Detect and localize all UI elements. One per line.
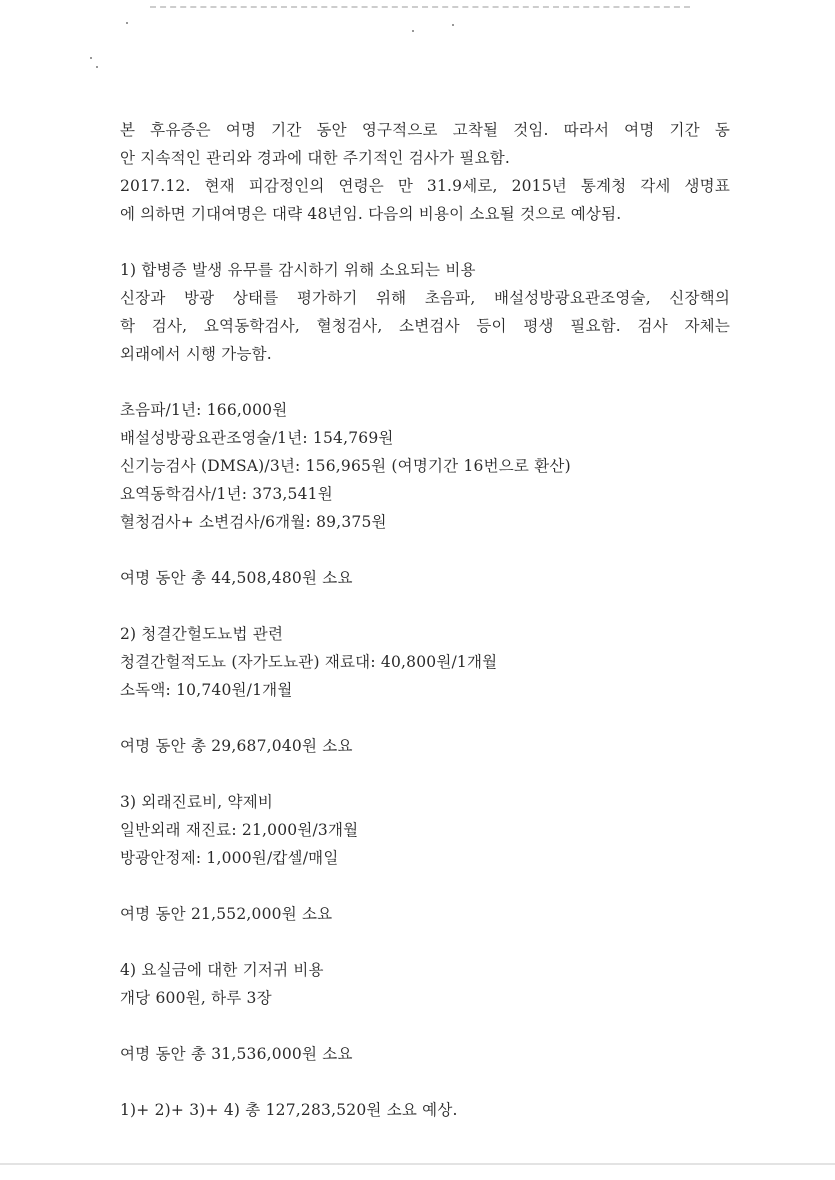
intro-line: 2017.12. 현재 피감정인의 연령은 만 31.9세로, 2015년 통계청 각세 생명표 xyxy=(120,177,730,195)
section-1-body-line: 신장과 방광 상태를 평가하기 위해 초음파, 배설성방광요관조영술, 신장핵의 xyxy=(120,289,730,307)
section-4-heading: 4) 요실금에 대한 기저귀 비용 xyxy=(120,961,324,979)
section-2-heading: 2) 청결간헐도뇨법 관련 xyxy=(120,625,284,643)
cost-item: 청결간헐적도뇨 (자가도뇨관) 재료대: 40,800원/1개월 xyxy=(120,653,498,671)
section-3-heading: 3) 외래진료비, 약제비 xyxy=(120,793,274,811)
scan-speck xyxy=(96,66,98,68)
intro-line: 에 의하면 기대여명은 대략 48년임. 다음의 비용이 소요될 것으로 예상됨. xyxy=(120,205,622,223)
section-1-heading: 1) 합병증 발생 유무를 감시하기 위해 소요되는 비용 xyxy=(120,261,476,279)
cost-item: 개당 600원, 하루 3장 xyxy=(120,989,272,1007)
intro-line: 본 후유증은 여명 기간 동안 영구적으로 고착될 것임. 따라서 여명 기간 동 xyxy=(120,121,730,139)
scan-speck xyxy=(412,30,414,32)
document-body xyxy=(120,116,730,1124)
cost-item: 초음파/1년: 166,000원 xyxy=(120,401,288,419)
cost-item: 배설성방광요관조영술/1년: 154,769원 xyxy=(120,429,394,447)
cost-item: 혈청검사+ 소변검사/6개월: 89,375원 xyxy=(120,513,387,531)
section-3-total: 여명 동안 21,552,000원 소요 xyxy=(120,905,333,923)
section-1-total: 여명 동안 총 44,508,480원 소요 xyxy=(120,569,353,587)
cost-item: 방광안정제: 1,000원/캅셀/매일 xyxy=(120,849,339,867)
scan-speck xyxy=(90,57,92,59)
scan-artifact-top xyxy=(150,6,690,12)
scan-speck xyxy=(452,24,454,26)
grand-total-summary: 1)+ 2)+ 3)+ 4) 총 127,283,520원 소요 예상. xyxy=(120,1101,458,1119)
section-2-total: 여명 동안 총 29,687,040원 소요 xyxy=(120,737,353,755)
cost-item: 신기능검사 (DMSA)/3년: 156,965원 (여명기간 16번으로 환산) xyxy=(120,457,571,475)
intro-line: 안 지속적인 관리와 경과에 대한 주기적인 검사가 필요함. xyxy=(120,149,510,167)
section-1-body-line: 외래에서 시행 가능함. xyxy=(120,345,272,363)
scan-artifact-bottom xyxy=(0,1163,835,1165)
scan-speck xyxy=(126,22,128,24)
cost-item: 소독액: 10,740원/1개월 xyxy=(120,681,293,699)
section-4-total: 여명 동안 총 31,536,000원 소요 xyxy=(120,1045,353,1063)
cost-item: 일반외래 재진료: 21,000원/3개월 xyxy=(120,821,359,839)
section-1-body-line: 학 검사, 요역동학검사, 혈청검사, 소변검사 등이 평생 필요함. 검사 자체는 xyxy=(120,317,730,335)
cost-item: 요역동학검사/1년: 373,541원 xyxy=(120,485,333,503)
